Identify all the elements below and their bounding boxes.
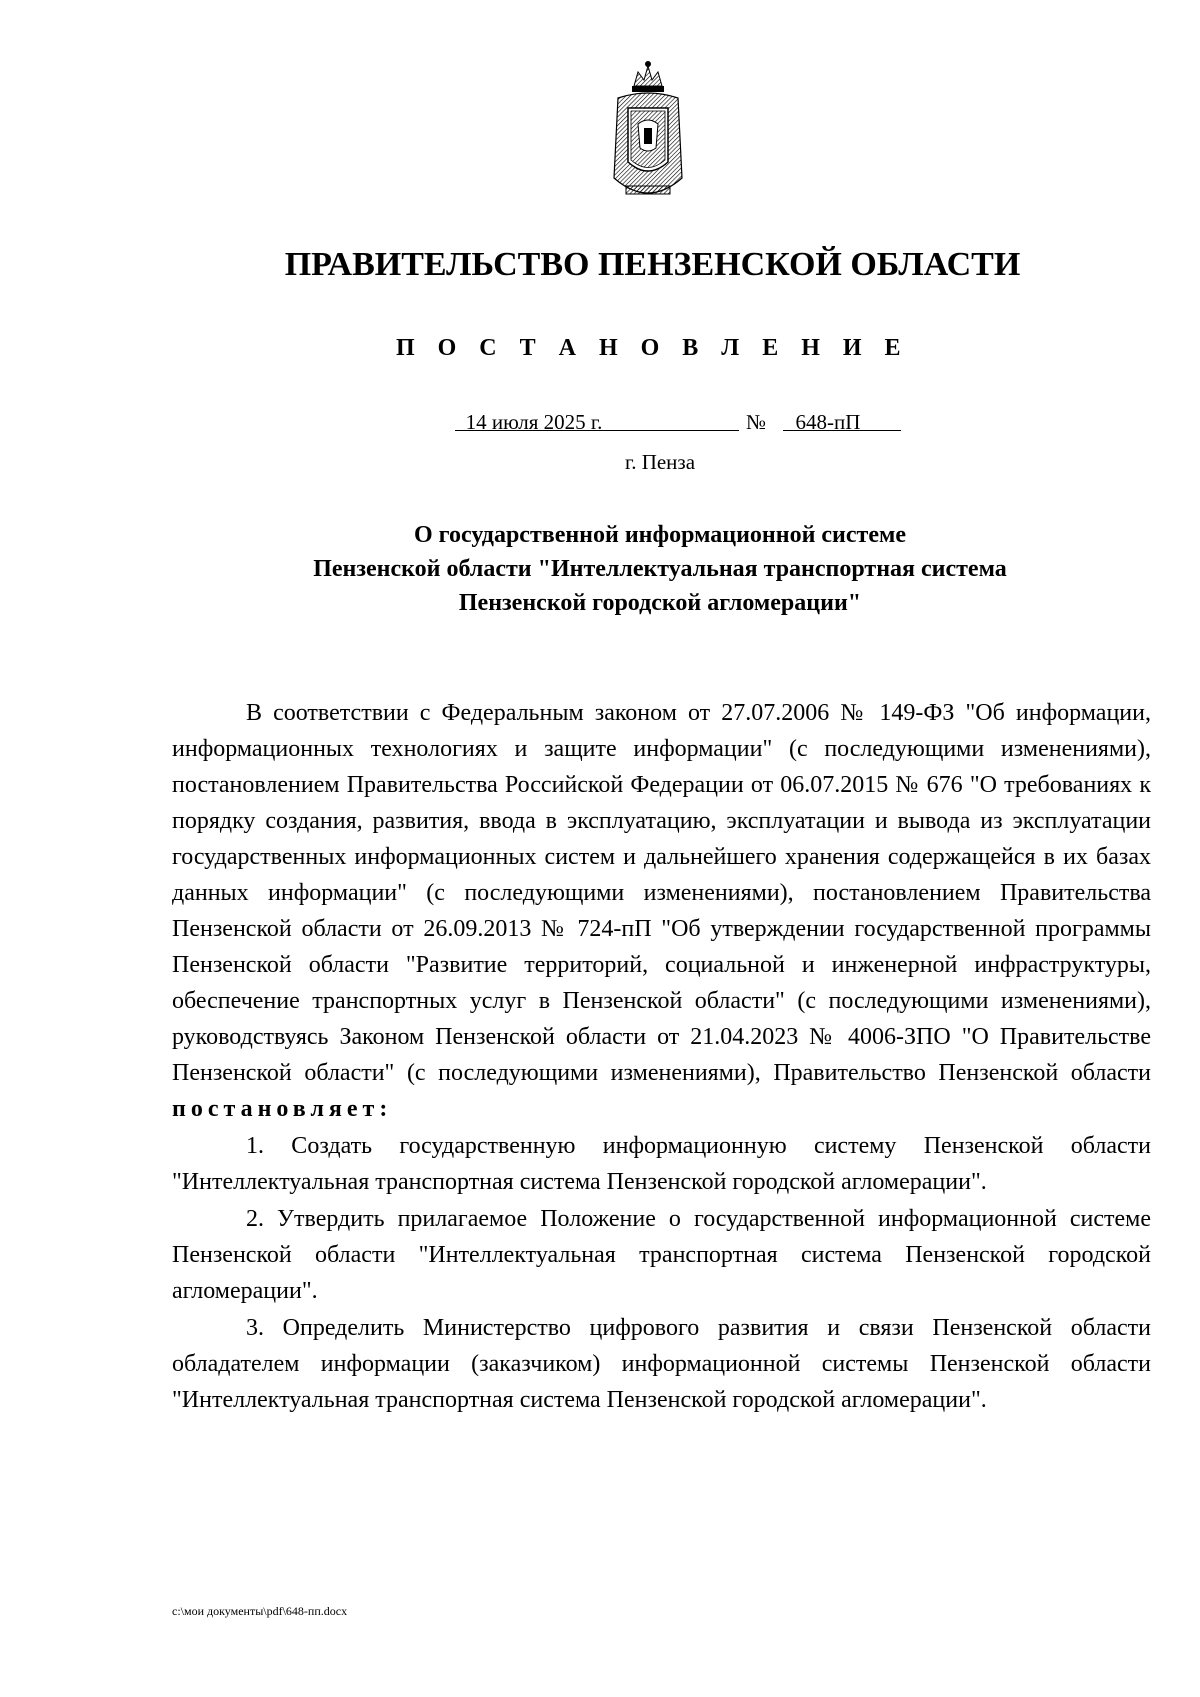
document-subject (0, 518, 1200, 620)
coat-of-arms-icon (604, 58, 692, 208)
item-paragraph: 1. Создать государственную информационную систему Пензенской области "Интеллектуальная транспортная система Пензенской городской агломерации". (172, 1133, 1151, 1195)
item-paragraph: 2. Утвердить прилагаемое Положение о государственной информационной системе Пензенской области "Интеллектуальная транспортная система Пензенской городской агломерации". (172, 1206, 1151, 1304)
document-body (172, 695, 1151, 1418)
decree-word: постановляет: (172, 1096, 393, 1122)
government-title: ПРАВИТЕЛЬСТВО ПЕНЗЕНСКОЙ ОБЛАСТИ (284, 246, 1021, 283)
preamble-text: В соответствии с Федеральным законом от 27.07.2006 № 149-ФЗ "Об информации, информационных технологиях и защите информации" (с последующими изменениями), постановлением Правительства Российской Федерации от 06.07.2015 № 676 "О требованиях к порядку создания, развития, ввода в эксплуатацию, эксплуатации и вывода из эксплуатации государственных информационных систем и дальнейшего хранения содержащейся в их базах данных информации" (с последующими изменениями), постановлением Правительства Пензенской области от 26.09.2013 № 724-пП "Об утверждении государственной программы Пензенской области "Развитие территорий, социальной и инженерной инфраструктуры, обеспечение транспортных услуг в Пензенской области" (с последующими изменениями), руководствуясь Законом Пензенской области от 21.04.2023 № 4006-ЗПО "О Правительстве Пензенской области" (с последующими изменениями), Правительство Пензенской области (172, 700, 1151, 1086)
item-paragraph: 3. Определить Министерство цифрового развития и связи Пензенской области обладателем информации (заказчиком) информационной системы Пензенской области "Интеллектуальная транспортная система Пензенской городской агломерации". (172, 1315, 1151, 1413)
document-city: г. Пенза (624, 450, 696, 474)
document-date: 14 июля 2025 г. (465, 410, 603, 434)
file-path-footer: c:\мои документы\pdf\648-пп.docx (172, 1604, 348, 1618)
document-number: 648-пП (795, 410, 861, 434)
subject-line: Пензенской городской агломерации" (458, 590, 862, 616)
number-sign: № (746, 410, 767, 434)
document-type: П О С Т А Н О В Л Е Н И Е (395, 335, 910, 361)
subject-line: О государственной информационной системе (414, 522, 906, 548)
preamble-paragraph (172, 695, 1151, 1127)
subject-line: Пензенской области "Интеллектуальная транспортная система (313, 556, 1007, 582)
